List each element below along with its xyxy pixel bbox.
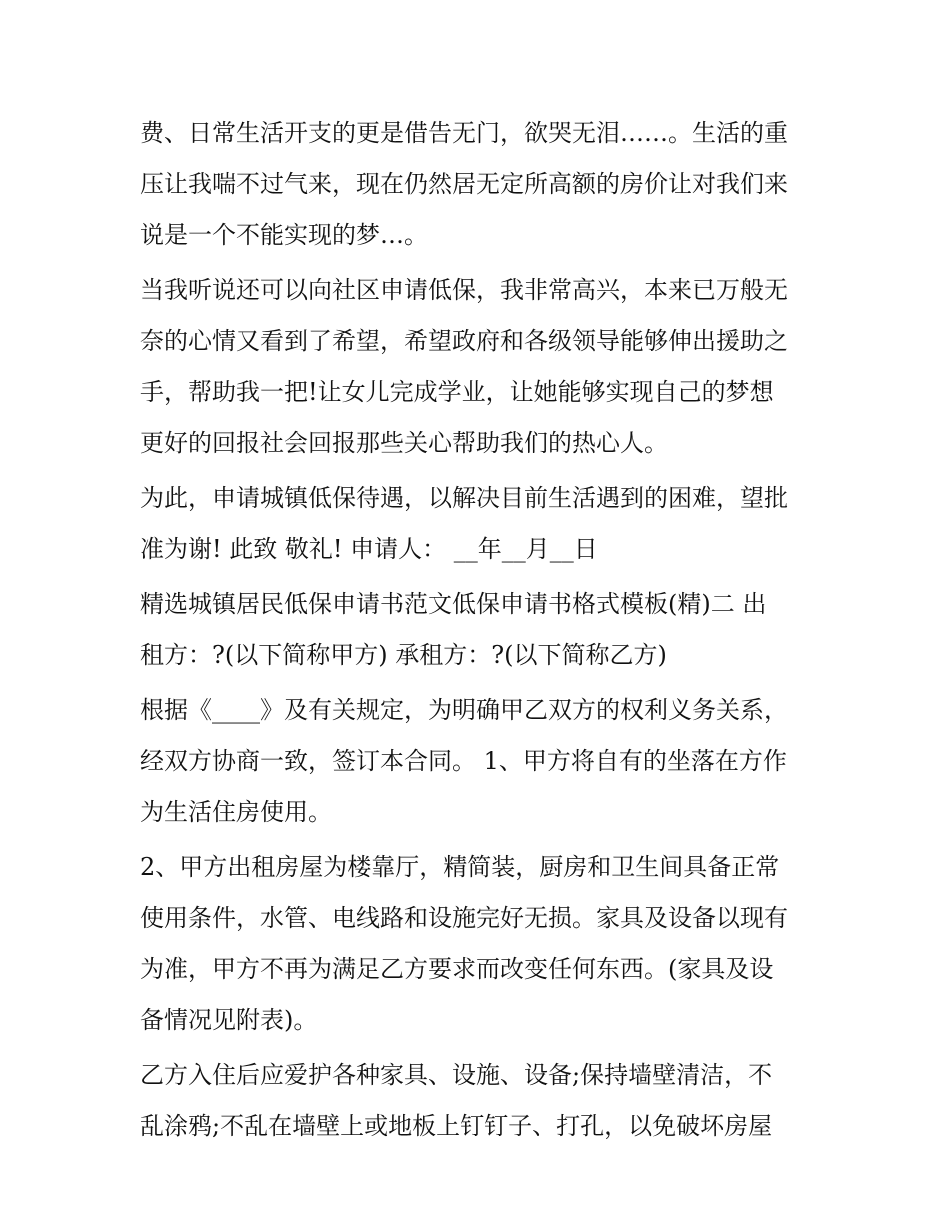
text-line: 说是一个不能实现的梦…。 bbox=[140, 221, 428, 249]
text-line: 租方：?(以下简称甲方) 承租方：?(以下简称乙方) bbox=[140, 641, 667, 669]
paragraph-hope bbox=[140, 265, 820, 469]
paragraph-request bbox=[140, 473, 820, 575]
paragraph-hardship bbox=[140, 108, 820, 261]
text-line: 使用条件，水管、电线路和设施完好无损。家具及设备以现有 bbox=[140, 904, 788, 932]
text-line: 手，帮助我一把!让女儿完成学业，让她能够实现自己的梦想 bbox=[140, 378, 774, 406]
paragraph-tenant-duties bbox=[140, 1050, 820, 1152]
text-line: 当我听说还可以向社区申请低保，我非常高兴，本来已万般无 bbox=[140, 276, 788, 304]
paragraph-clause-2 bbox=[140, 842, 820, 1046]
paragraph-contract-basis bbox=[140, 685, 820, 838]
text-line: 为此，申请城镇低保待遇，以解决目前生活遇到的困难，望批 bbox=[140, 484, 788, 512]
text-line: 费、日常生活开支的更是借告无门，欲哭无泪……。生活的重 bbox=[140, 119, 788, 147]
text-line: 备情况见附表)。 bbox=[140, 1006, 318, 1034]
text-line: 经双方协商一致，签订本合同。 1、甲方将自有的坐落在方作 bbox=[140, 747, 787, 775]
text-line: 精选城镇居民低保申请书范文低保申请书格式模板(精)二 出 bbox=[140, 590, 767, 618]
text-line: 乙方入住后应爱护各种家具、设施、设备;保持墙壁清洁，不 bbox=[140, 1061, 773, 1089]
text-line: 准为谢! 此致 敬礼! 申请人： __年__月__日 bbox=[140, 535, 598, 563]
text-line: 为准，甲方不再为满足乙方要求而改变任何东西。(家具及设 bbox=[140, 955, 774, 983]
text-line: 更好的回报社会回报那些关心帮助我们的热心人。 bbox=[140, 429, 668, 457]
text-line: 根据《____》及有关规定，为明确甲乙双方的权利义务关系， bbox=[140, 696, 788, 724]
text-line: 压让我喘不过气来，现在仍然居无定所高额的房价让对我们来 bbox=[140, 170, 788, 198]
text-line: 为生活住房使用。 bbox=[140, 798, 332, 826]
text-line: 2、甲方出租房屋为楼靠厅，精简装，厨房和卫生间具备正常 bbox=[140, 853, 780, 881]
text-line: 奈的心情又看到了希望，希望政府和各级领导能够伸出援助之 bbox=[140, 327, 788, 355]
text-line: 乱涂鸦;不乱在墙壁上或地板上钉钉子、打孔，以免破坏房屋 bbox=[140, 1112, 773, 1140]
paragraph-contract-heading bbox=[140, 579, 820, 681]
document-body bbox=[140, 108, 820, 1152]
